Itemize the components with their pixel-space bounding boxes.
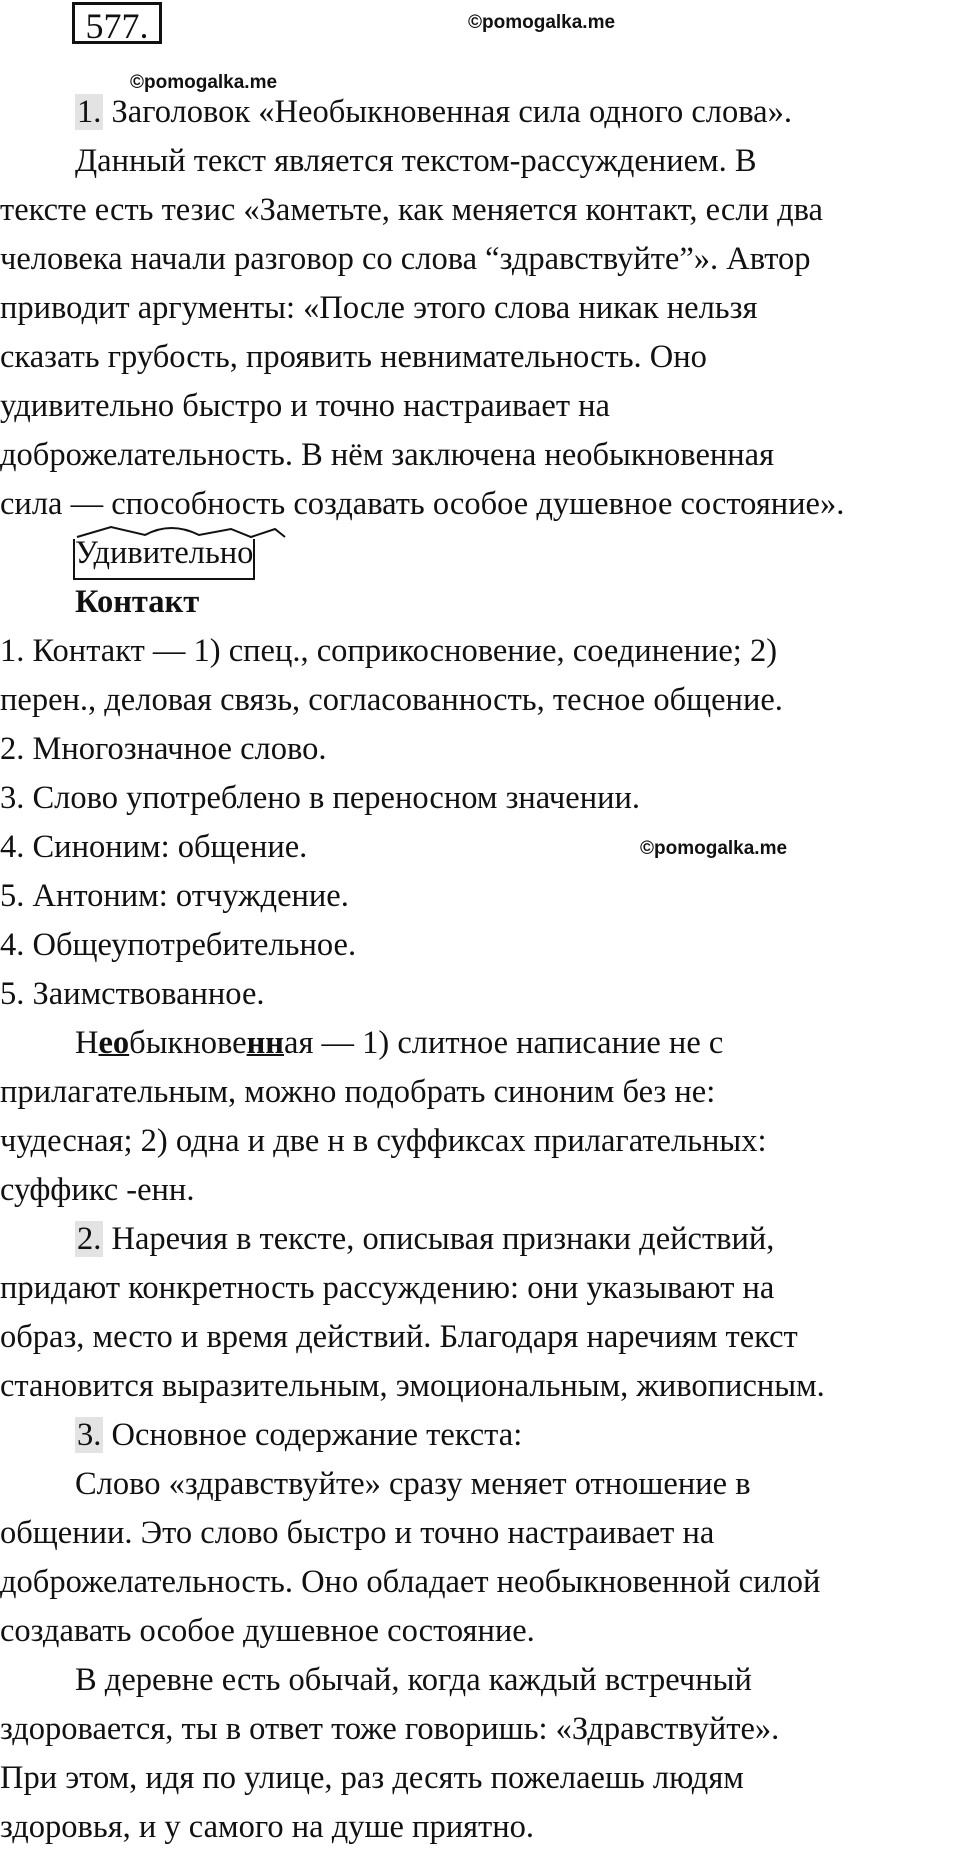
- item-marker: 3.: [77, 1417, 102, 1453]
- kontakt-line: 4. Общеупотребительное.: [0, 927, 357, 963]
- root-arc-icon: [75, 523, 287, 539]
- paragraph-3-line: здоровается, ты в ответ тоже говоришь: «Здравствуйте».: [0, 1711, 780, 1747]
- paragraph-1-line: приводит аргументы: «После этого слова никак нельзя: [0, 290, 758, 326]
- neobyk-line: суффикс -енн.: [0, 1172, 195, 1208]
- neobyk-line: прилагательным, можно подобрать синоним без не:: [0, 1074, 716, 1110]
- kontakt-line: 2. Многозначное слово.: [0, 731, 327, 767]
- kontakt-line: 4. Синоним: общение.: [0, 829, 308, 865]
- item-marker: 1.: [77, 94, 102, 130]
- paragraph-2-line: 2. Наречия в тексте, описывая признаки действий,: [77, 1221, 775, 1257]
- item-marker: 2.: [77, 1221, 102, 1257]
- morpheme-base-frame: [73, 539, 255, 580]
- paragraph-3-line: При этом, идя по улице, раз десять пожелаешь людям: [0, 1760, 744, 1796]
- paragraph-3-line: Слово «здравствуйте» сразу меняет отношение в: [75, 1466, 751, 1502]
- kontakt-heading: Контакт: [75, 584, 200, 620]
- paragraph-3-line: доброжелательность. Оно обладает необыкновенной силой: [0, 1564, 821, 1600]
- paragraph-3-line: общении. Это слово быстро и точно настраивает на: [0, 1515, 715, 1551]
- watermark: ©pomogalka.me: [468, 12, 616, 33]
- paragraph-3-line: 3. Основное содержание текста:: [77, 1417, 523, 1453]
- paragraph-2-line: придают конкретность рассуждению: они указывают на: [0, 1270, 775, 1306]
- paragraph-2-line: образ, место и время действий. Благодаря наречиям текст: [0, 1319, 798, 1355]
- kontakt-line: перен., деловая связь, согласованность, тесное общение.: [0, 682, 783, 718]
- watermark: ©pomogalka.me: [640, 838, 788, 859]
- paragraph-1-line: сила — способность создавать особое душевное состояние».: [0, 486, 845, 522]
- watermark: ©pomogalka.me: [130, 72, 278, 93]
- orthogram-highlight: ео: [98, 1025, 130, 1061]
- paragraph-1-line: 1. Заголовок «Необыкновенная сила одного слова».: [77, 94, 792, 130]
- document-body: [0, 88, 960, 1852]
- paragraph-3-line: В деревне есть обычай, когда каждый встречный: [75, 1662, 752, 1698]
- morpheme-word-line: [0, 529, 960, 578]
- neobyk-line: чудесная; 2) одна и две н в суффиксах прилагательных:: [0, 1123, 767, 1159]
- kontakt-line: 5. Заимствованное.: [0, 976, 265, 1012]
- task-number: 577.: [72, 2, 162, 44]
- paragraph-1-line: сказать грубость, проявить невнимательность. Оно: [0, 339, 707, 375]
- kontakt-line: 5. Антоним: отчуждение.: [0, 878, 349, 914]
- paragraph-1-line: доброжелательность. В нём заключена необыкновенная: [0, 437, 775, 473]
- kontakt-line: 3. Слово употреблено в переносном значении.: [0, 780, 641, 816]
- orthogram-highlight: нн: [246, 1025, 285, 1061]
- paragraph-1-line: человека начали разговор со слова “здравствуйте”». Автор: [0, 241, 811, 277]
- morpheme-word: Удивительно: [75, 529, 253, 578]
- paragraph-1-line: удивительно быстро и точно настраивает на: [0, 388, 610, 424]
- paragraph-3-line: создавать особое душевное состояние.: [0, 1613, 535, 1649]
- paragraph-1-line: тексте есть тезис «Заметьте, как меняется контакт, если два: [0, 192, 823, 228]
- paragraph-1-line: Данный текст является текстом-рассуждением. В: [75, 143, 757, 179]
- paragraph-2-line: становится выразительным, эмоциональным, живописным.: [0, 1368, 825, 1404]
- paragraph-3-line: здоровья, и у самого на душе приятно.: [0, 1809, 535, 1845]
- neobyk-line: Необыкновенная — 1) слитное написание не с: [75, 1025, 724, 1061]
- kontakt-line: 1. Контакт — 1) спец., соприкосновение, соединение; 2): [0, 633, 778, 669]
